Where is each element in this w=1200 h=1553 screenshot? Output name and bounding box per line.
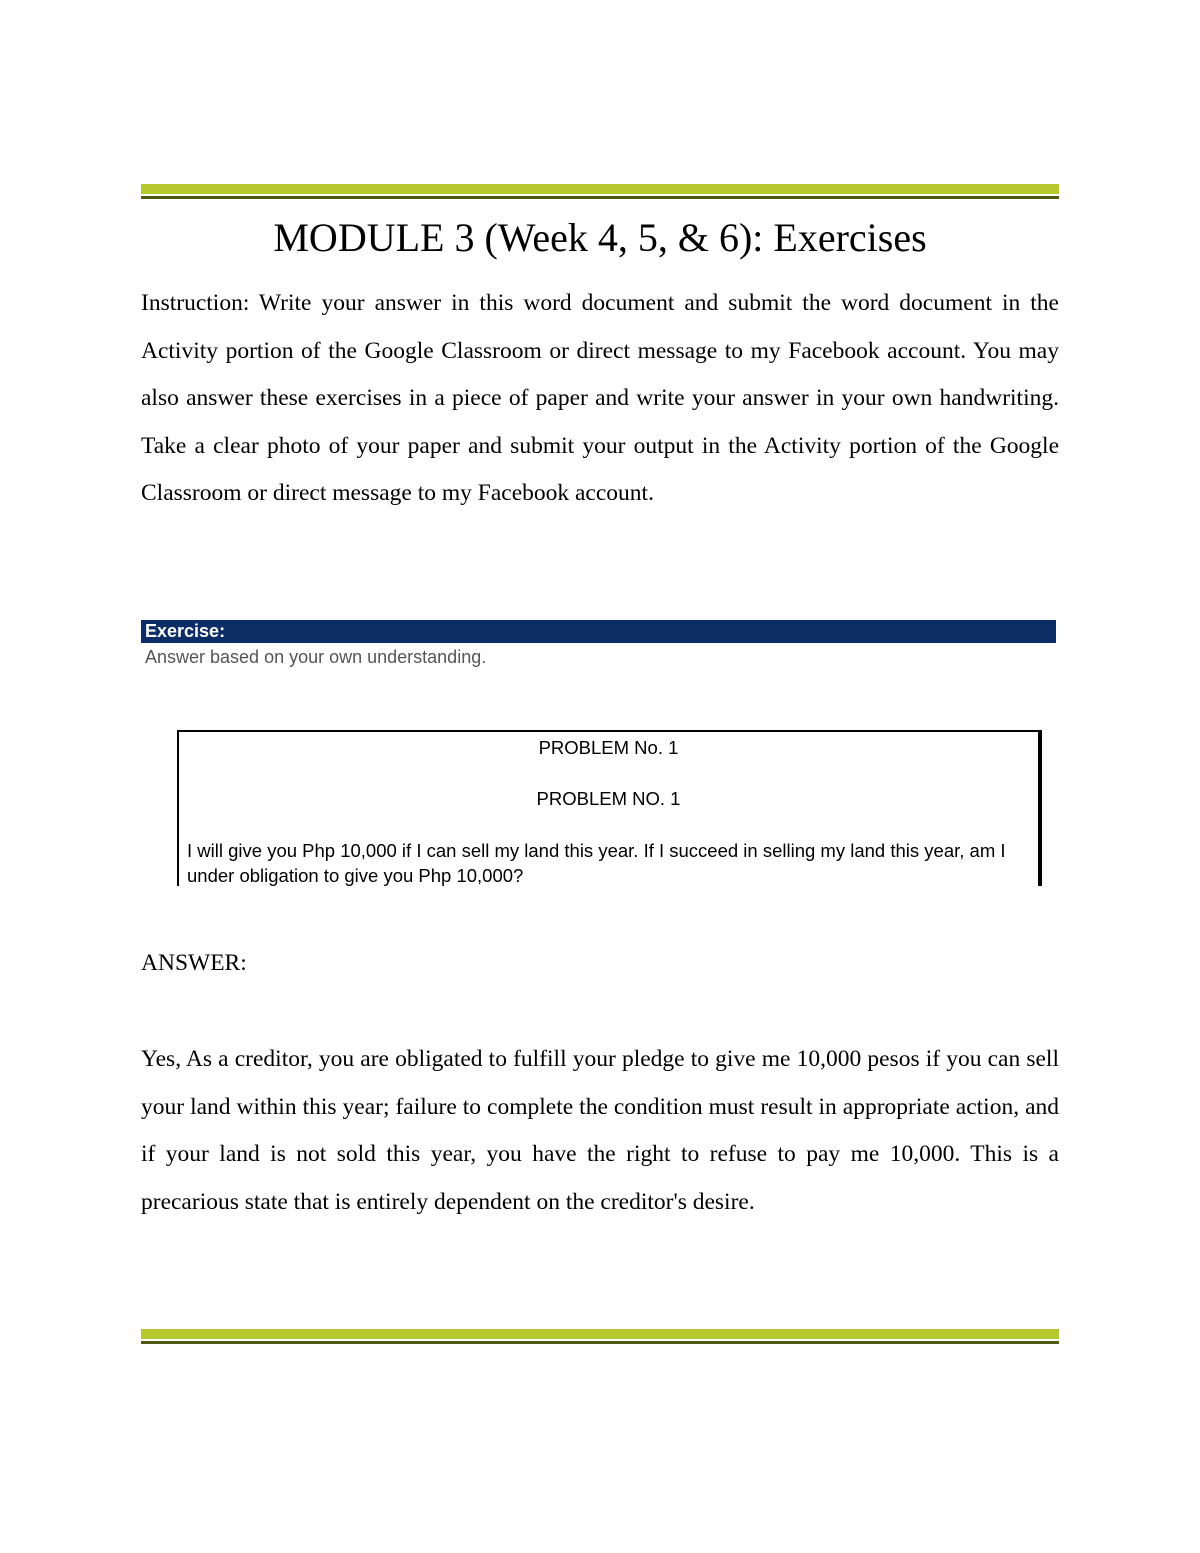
page-title: MODULE 3 (Week 4, 5, & 6): Exercises: [273, 215, 927, 260]
instruction-paragraph: Instruction: Write your answer in this word document and submit the word document in the Activity portion of the Google Classroom or direct message to my Facebook account. You may also answer these exercises in a piece of paper and write your answer in your own handwriting. Take a clear photo of your paper and submit your output in the Activity portion of the Google Classroom or direct message to my Facebook account.: [141, 290, 1059, 506]
problem-heading-2: PROBLEM NO. 1: [536, 788, 681, 809]
exercise-subtitle: Answer based on your own understanding.: [145, 647, 487, 667]
problem-heading-1: PROBLEM No. 1: [538, 737, 679, 758]
problem-box: [177, 730, 1042, 886]
bottom-divider-rule: [141, 1329, 1059, 1344]
answer-label: ANSWER:: [141, 950, 247, 976]
exercise-header-bar: Exercise:: [141, 620, 1056, 643]
top-divider-rule: [141, 184, 1059, 199]
answer-paragraph: Yes, As a creditor, you are obligated to fulfill your pledge to give me 10,000 pesos if you can sell your land within this year; failure to complete the condition must result in appropriate action, and if your land is not sold this year, you have the right to refuse to pay me 10,000. This is a precarious state that is entirely dependent on the creditor's desire.: [141, 1046, 1059, 1215]
problem-text: I will give you Php 10,000 if I can sell my land this year. If I succeed in selling my land this year, am I under obligation to give you Php 10,000?: [187, 840, 1006, 886]
